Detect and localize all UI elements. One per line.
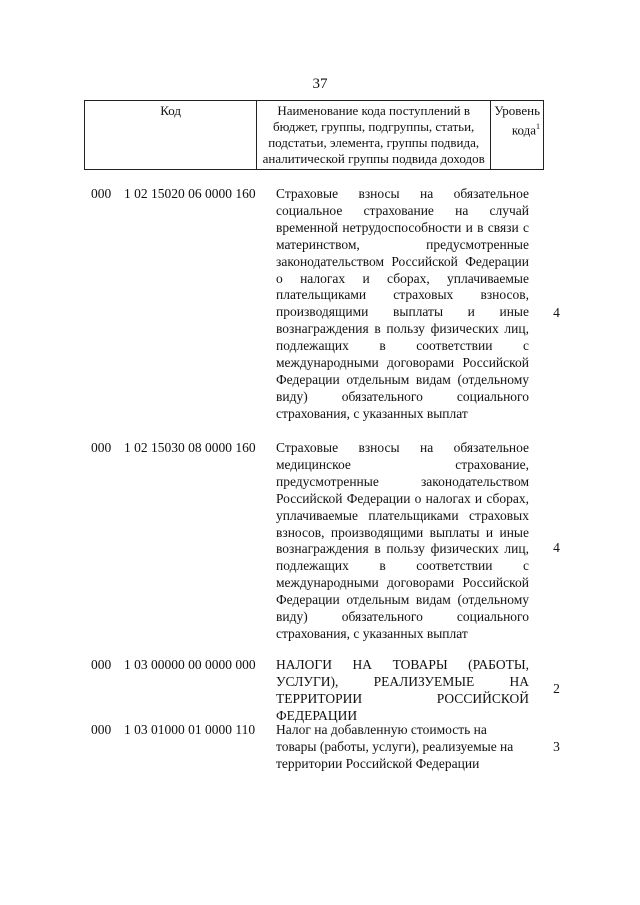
footnote-marker: 1 xyxy=(536,122,540,131)
header-row xyxy=(85,101,544,170)
code-level: 4 xyxy=(553,540,560,556)
code-level: 3 xyxy=(553,738,560,754)
header-level-wrap xyxy=(494,103,540,138)
admin-code: 000 xyxy=(91,440,112,455)
code-level: 4 xyxy=(553,304,560,320)
revenue-code: 1 02 15030 08 0000 160 xyxy=(124,440,256,455)
header-name: Наименование кода поступлений в бюджет, группы, подгруппы, статьи, подстатьи, элемента, группы подвида, аналитической группы подвида доходов xyxy=(257,101,491,170)
code-name: Налог на добавленную стоимость на товары (работы, услуги), реализуемые на территории Российской Федерации xyxy=(276,722,514,771)
code-level: 2 xyxy=(553,681,560,697)
table-body xyxy=(84,186,584,772)
header-level-label: Уровень кода xyxy=(494,103,540,138)
code-name: Страховые взносы на обязательное социальное страхование на случай временной нетрудоспособности и в связи с материнством, предусмотренные законодательством Российской Федерации о налогах и сборах, уплачиваемые плательщиками страховых взносов, производящими выплаты и иные вознаграждения в пользу физических лиц, подлежащих в соответствии с международными договорами Российской Федерации отдельным видам (отдельному виду) обязательного социального страхования, с указанных выплат xyxy=(276,186,529,421)
code-name: Страховые взносы на обязательное медицинское страхование, предусмотренные законодательством Российской Федерации о налогах и сборах, уплачиваемые плательщиками страховых взносов, производящими выплаты и иные вознаграждения в пользу физических лиц, подлежащих в соответствии с международными договорами Российской Федерации отдельным видам (отдельному виду) обязательного социального страхования, с указанных выплат xyxy=(276,440,529,641)
admin-code: 000 xyxy=(91,186,112,201)
table-row xyxy=(84,186,584,440)
table-row xyxy=(84,722,584,772)
table-header xyxy=(84,100,544,170)
admin-code: 000 xyxy=(91,722,112,737)
table-row xyxy=(84,440,584,657)
header-code: Код xyxy=(85,101,257,170)
table-row xyxy=(84,657,584,722)
code-name: НАЛОГИ НА ТОВАРЫ (РАБОТЫ, УСЛУГИ), РЕАЛИЗУЕМЫЕ НА ТЕРРИТОРИИ РОССИЙСКОЙ ФЕДЕРАЦИИ xyxy=(276,657,529,723)
admin-code: 000 xyxy=(91,657,112,672)
revenue-code: 1 03 01000 01 0000 110 xyxy=(124,722,256,737)
revenue-code: 1 03 00000 00 0000 000 xyxy=(124,657,256,672)
page-number: 37 xyxy=(312,76,328,92)
revenue-code: 1 02 15020 06 0000 160 xyxy=(124,186,256,201)
header-level xyxy=(491,101,544,170)
